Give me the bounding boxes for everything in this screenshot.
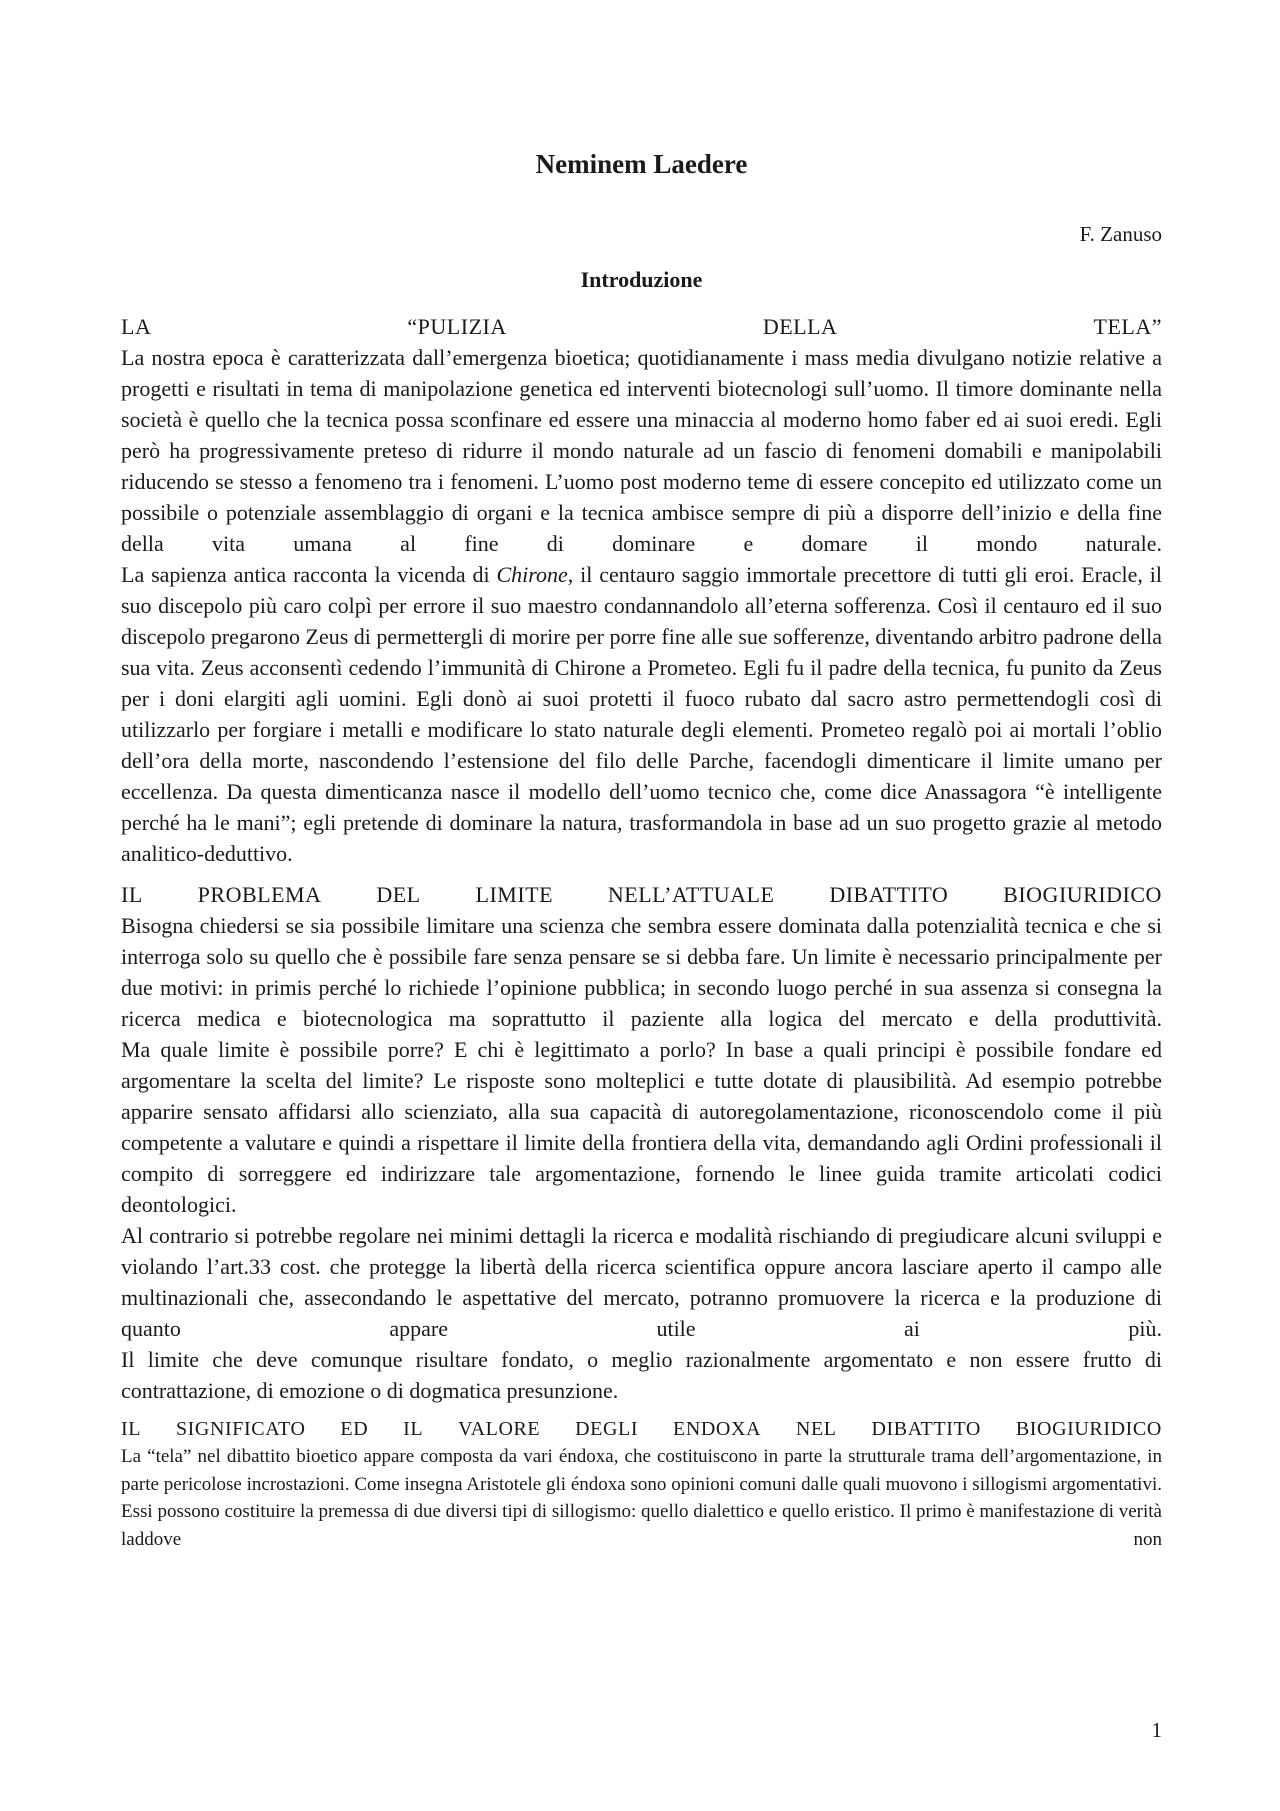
heading-word: IL <box>121 882 143 908</box>
heading-word: BIOGIURIDICO <box>1003 882 1162 908</box>
heading-word: BIOGIURIDICO <box>1015 1418 1162 1441</box>
heading-word: VALORE <box>458 1418 541 1441</box>
body-paragraph-chirone <box>121 559 1162 869</box>
body-paragraph: Ma quale limite è possibile porre? E chi è legittimato a porlo? In base a quali principi è possibile fondare ed argomentare la scelta del limite? Le risposte sono molteplici e tutte dotate di plausibilità. Ad esempio potrebbe apparire sensato affidarsi allo scienziato, alla sua capacità di autoregolamentazione, riconoscendolo come il più competente a valutare e quindi a rispettare il limite della frontiera della vita, demandando agli Ordini professionali il compito di sorreggere ed indirizzare tale argomentazione, fornendo le linee guida tramite articolati codici deontologici. <box>121 1037 1162 1218</box>
section-heading <box>121 879 1162 910</box>
heading-word: ENDOXA <box>673 1418 762 1441</box>
heading-word: “PULIZIA <box>407 314 507 340</box>
section-heading <box>121 1416 1162 1443</box>
heading-word: LA <box>121 314 152 340</box>
body-paragraph: Bisogna chiedersi se sia possibile limitare una scienza che sembra essere dominata dalla potenzialità tecnica e che si interroga solo su quello che è possibile fare senza pensare se si debba fare. Un limite è necessario principalmente per due motivi: in primis perché lo richiede l’opinione pubblica; in secondo luogo perché in sua assenza si consegna la ricerca medica e biotecnologica ma soprattutto il paziente alla logica del mercato e della produttività. <box>121 913 1162 1032</box>
paragraph-text: , il centauro saggio immortale precettore di tutti gli eroi. Eracle, il suo discepolo più caro colpì per errore il suo maestro condannandolo all’eterna sofferenza. Così il centauro ed il suo discepolo pregarono Zeus di permettergli di morire per porre fine alle sue sofferenze, diventando arbitro padrone della sua vita. Zeus acconsentì cedendo l’immunità di Chirone a Prometeo. Egli fu il padre della tecnica, fu punito da Zeus per i doni elargiti agli uomini. Egli donò ai suoi protetti il fuoco rubato dal sacro astro permettendogli così di utilizzarlo per forgiare i metalli e modificare lo stato naturale degli elementi. Prometeo regalò poi ai mortali l’oblio dell’ora della morte, nascondendo l’estensione del filo delle Parche, facendogli dimenticare il limite umano per eccellenza. Da questa dimenticanza nasce il modello dell’uomo tecnico che, come dice Anassagora “è intelligente perché ha le mani”; egli pretende di dominare la natura, trasformandola in base ad un suo progetto grazie al metodo analitico-deduttivo. <box>121 562 1162 867</box>
body-paragraph: La “tela” nel dibattito bioetico appare composta da vari éndoxa, che costituiscono in parte la strutturale trama dell’argomentazione, in parte pericolose incrostazioni. Come insegna Aristotele gli éndoxa sono opinioni comuni dalle quali muovono i sillogismi argomentativi. Essi possono costituire la premessa di due diversi tipi di sillogismo: quello dialettico e quello eristico. Il primo è manifestazione di verità laddove non <box>121 1446 1162 1550</box>
page-number: 1 <box>1151 1718 1162 1742</box>
body-paragraph: La nostra epoca è caratterizzata dall’emergenza bioetica; quotidianamente i mass media divulgano notizie relative a progetti e risultati in tema di manipolazione genetica ed interventi biotecnologi sull’uomo. Il timore dominante nella società è quello che la tecnica possa sconfinare ed essere una minaccia al moderno homo faber ed ai suoi eredi. Egli però ha progressivamente preteso di ridurre il mondo naturale ad un fascio di fenomeni domabili e manipolabili riducendo se stesso a fenomeno tra i fenomeni. L’uomo post moderno teme di essere concepito ed utilizzato come un possibile o potenziale assemblaggio di organi e la tecnica ambisce sempre di più a disporre dell’inizio e della fine della vita umana al fine di dominare e domare il mondo naturale. <box>121 345 1162 557</box>
heading-word: DEGLI <box>575 1418 639 1441</box>
heading-word: SIGNIFICATO <box>175 1418 306 1441</box>
section-problema-del-limite <box>121 879 1162 1406</box>
section-pulizia-della-tela <box>121 311 1162 869</box>
heading-word: TELA” <box>1093 314 1162 340</box>
heading-word: ED <box>340 1418 369 1441</box>
introduction-heading: Introduzione <box>580 267 703 293</box>
document-title: Neminem Laedere <box>535 149 748 179</box>
document-content <box>121 148 1162 1563</box>
heading-word: NELL’ATTUALE <box>607 882 775 908</box>
body-paragraph: Al contrario si potrebbe regolare nei minimi dettagli la ricerca e modalità rischiando di pregiudicare alcuni sviluppi e violando l’art.33 cost. che protegge la libertà della ricerca scientifica oppure ancora lasciare aperto il campo alle multinazionali che, assecondando le aspettative del mercato, potranno promuovere la ricerca e la produzione di quanto appare utile ai più. <box>121 1223 1162 1342</box>
author-name: F. Zanuso <box>1079 222 1162 247</box>
section-significato-endoxa <box>121 1416 1162 1553</box>
heading-word: DELLA <box>762 314 838 340</box>
paragraph-italic-term: Chirone <box>496 562 568 588</box>
heading-word: DIBATTITO <box>871 1418 981 1441</box>
heading-word: IL <box>403 1418 424 1441</box>
heading-word: DIBATTITO <box>829 882 949 908</box>
body-paragraph: Il limite che deve comunque risultare fondato, o meglio razionalmente argomentato e non essere frutto di contrattazione, di emozione o di dogmatica presunzione. <box>121 1347 1162 1404</box>
heading-word: LIMITE <box>475 882 554 908</box>
heading-word: NEL <box>795 1418 837 1441</box>
heading-word: DEL <box>376 882 421 908</box>
section-heading <box>121 311 1162 342</box>
heading-word: IL <box>121 1418 142 1441</box>
heading-word: PROBLEMA <box>197 882 322 908</box>
paragraph-text: La sapienza antica racconta la vicenda di <box>121 562 497 588</box>
